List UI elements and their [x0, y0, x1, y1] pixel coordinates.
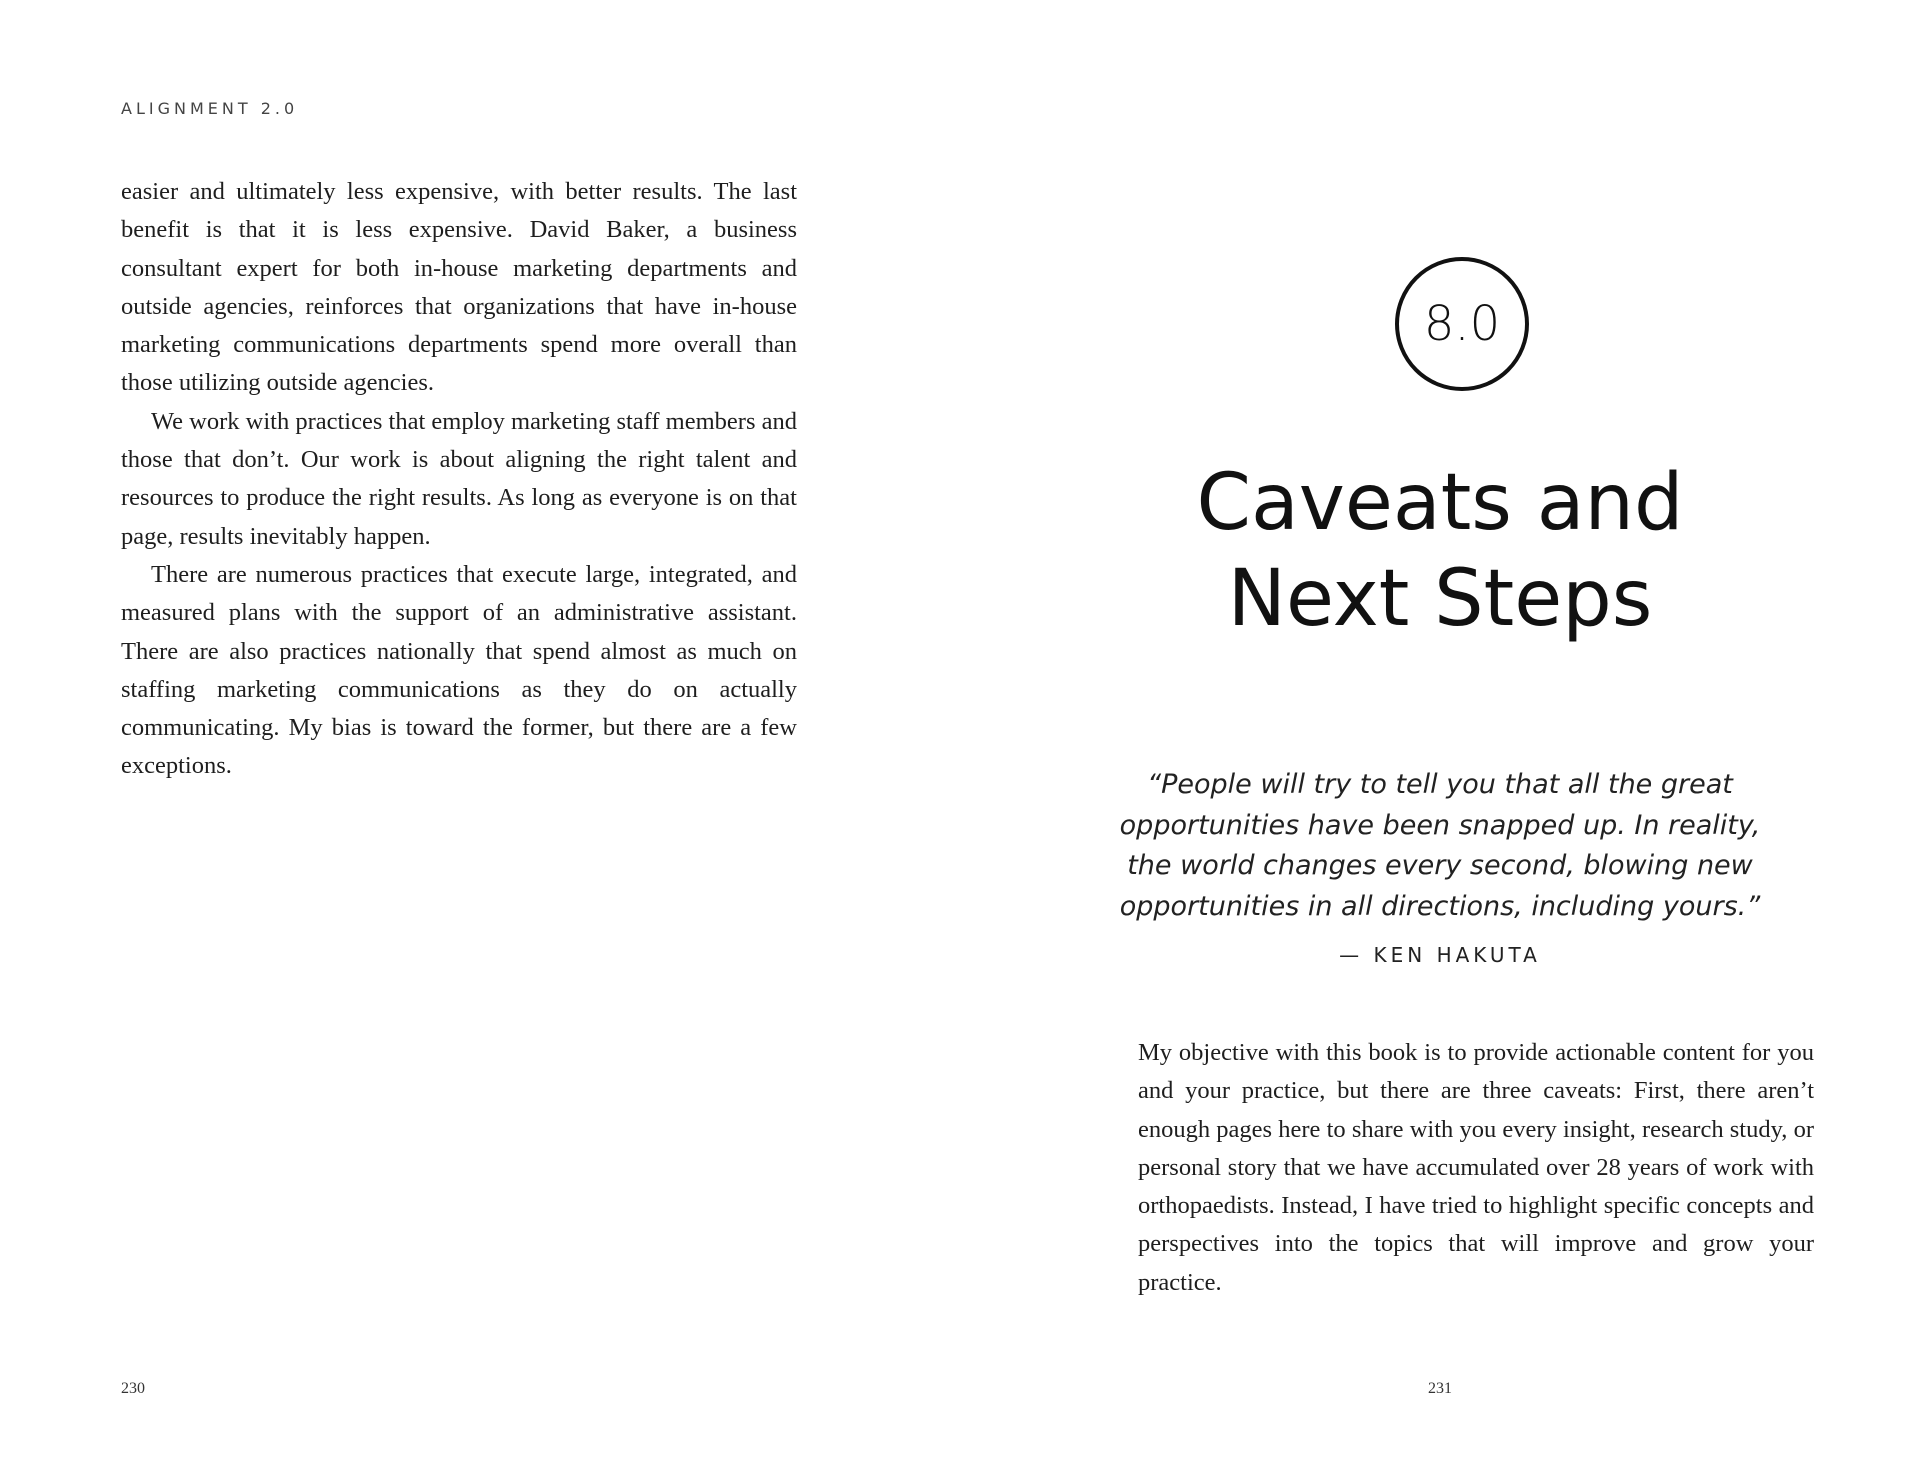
epigraph-line: opportunities in all directions, including yours.” — [1119, 890, 1761, 922]
epigraph-quote — [960, 765, 1920, 927]
chapter-title-line: Next Steps — [1227, 554, 1653, 644]
epigraph-attribution: — KEN HAKUTA — [1339, 943, 1541, 967]
page-number-right: 231 — [1428, 1380, 1452, 1397]
left-body-text — [121, 173, 797, 786]
paragraph: easier and ultimately less expensive, with better results. The last benefit is that it is less expensive. David Baker, a business consultant expert for both in-house marketing departments and outside agencies, reinforces that organizations that have in-house marketing communications departments spend more overall than those utilizing outside agencies. — [121, 178, 797, 397]
paragraph: There are numerous practices that execute large, integrated, and measured plans with the support of an administrative assistant. There are also practices nationally that spend almost as much on staffing marketing communications as they do on actually communicating. My bias is toward the former, but there are a few exceptions. — [121, 560, 797, 780]
epigraph-line: the world changes every second, blowing new — [1127, 850, 1753, 881]
chapter-title-line: Caveats and — [1196, 458, 1684, 548]
paragraph: My objective with this book is to provide actionable content for you and your practice, but there are three caveats: First, there aren’t enough pages here to share with you every insight, research study, or personal story that we have accumulated over 28 years of work with orthopaedists. Instead, I have tried to highlight specific concepts and perspectives into the topics that will improve and grow your practice. — [1138, 1039, 1814, 1296]
chapter-number-badge — [1395, 257, 1529, 391]
chapter-title — [960, 455, 1920, 647]
right-page — [960, 0, 1920, 1460]
chapter-number: 8.0 — [1423, 296, 1501, 352]
epigraph-line: “People will try to tell you that all the great — [1147, 769, 1733, 800]
paragraph: We work with practices that employ marketing staff members and those that don’t. Our work is about aligning the right talent and resources to produce the right results. As long as everyone is on that page, results inevitably happen. — [121, 407, 797, 550]
running-head: ALIGNMENT 2.0 — [121, 99, 299, 118]
right-body-text — [1138, 1034, 1814, 1302]
epigraph-line: opportunities have been snapped up. In reality, — [1119, 809, 1761, 841]
page-number-left: 230 — [121, 1380, 145, 1397]
